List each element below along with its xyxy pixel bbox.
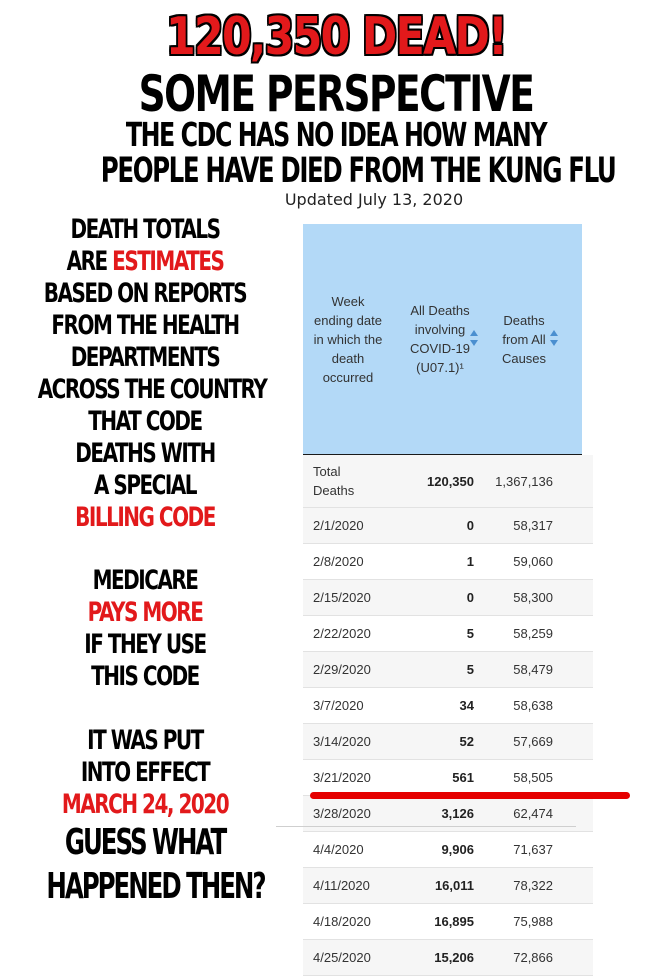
left-text-block-estimates <box>0 214 290 534</box>
row-covid: 52 <box>459 734 474 749</box>
left-line: THAT CODE <box>88 406 202 437</box>
left-line: DEPARTMENTS <box>70 342 220 373</box>
row-date: 2/8/2020 <box>313 554 364 569</box>
left-line: BASED ON REPORTS <box>43 278 247 309</box>
row-covid: 3,126 <box>441 806 474 821</box>
headline-death-count: 120,350 DEAD! <box>165 7 507 67</box>
left-line: THIS CODE <box>91 661 199 692</box>
row-covid: 1 <box>466 554 474 569</box>
left-line: IT WAS PUT <box>87 725 203 756</box>
row-covid: 5 <box>466 626 474 641</box>
row-date: 3/14/2020 <box>313 734 371 749</box>
left-text-block-effect <box>0 725 290 909</box>
red-underline-marker <box>310 792 630 799</box>
row-all: 58,479 <box>513 662 553 677</box>
row-all: 75,988 <box>513 914 553 929</box>
left-line-pays-more: PAYS MORE <box>87 597 203 628</box>
left-line: MEDICARE <box>92 565 198 596</box>
row-covid: 5 <box>466 662 474 677</box>
column-header-all-causes[interactable]: Deaths from All Causes <box>501 312 547 366</box>
table-body <box>303 455 593 976</box>
left-line: A SPECIAL <box>93 470 197 501</box>
table-row-total <box>303 455 593 508</box>
row-date: 4/4/2020 <box>313 842 364 857</box>
column-header-covid-deaths[interactable]: All Deaths involving COVID-19 (U07.1)¹ <box>410 303 470 375</box>
left-line: ACROSS THE COUNTRY <box>37 374 267 405</box>
row-covid: 15,206 <box>434 950 474 965</box>
left-line-guess: GUESS WHAT <box>64 822 226 863</box>
left-line-march-24: MARCH 24, 2020 <box>61 789 229 820</box>
row-covid: 34 <box>459 698 474 713</box>
table-row <box>303 508 593 544</box>
row-date: 2/29/2020 <box>313 662 371 677</box>
table-row <box>303 652 593 688</box>
row-covid: 9,906 <box>441 842 474 857</box>
row-date: 4/25/2020 <box>313 950 371 965</box>
row-all: 72,866 <box>513 950 553 965</box>
total-all-deaths: 1,367,136 <box>495 473 553 489</box>
row-date: 4/18/2020 <box>313 914 371 929</box>
row-covid: 16,011 <box>434 878 474 893</box>
table-row <box>303 688 593 724</box>
row-all: 58,317 <box>513 518 553 533</box>
left-line: IF THEY USE <box>84 629 206 660</box>
table-row <box>303 724 593 760</box>
total-label: Total Deaths <box>313 464 355 498</box>
row-all: 58,505 <box>513 770 553 785</box>
row-date: 3/7/2020 <box>313 698 364 713</box>
left-line: INTO EFFECT <box>80 757 210 788</box>
row-all: 62,474 <box>513 806 553 821</box>
table-row <box>303 832 593 868</box>
table-row <box>303 580 593 616</box>
left-line-billing-code: BILLING CODE <box>75 502 215 533</box>
sort-icon[interactable] <box>470 330 478 346</box>
row-date: 3/28/2020 <box>313 806 371 821</box>
row-all: 78,322 <box>513 878 553 893</box>
total-covid-deaths: 120,350 <box>427 473 474 489</box>
row-all: 57,669 <box>513 734 553 749</box>
updated-date: Updated July 13, 2020 <box>284 190 464 209</box>
table-row <box>303 868 593 904</box>
table-header <box>303 224 582 456</box>
left-line: ARE ESTIMATES <box>66 246 224 277</box>
row-date: 3/21/2020 <box>313 770 371 785</box>
row-date: 2/15/2020 <box>313 590 371 605</box>
headline-perspective: SOME PERSPECTIVE <box>138 65 534 123</box>
row-date: 4/11/2020 <box>313 878 370 893</box>
row-all: 59,060 <box>513 554 553 569</box>
row-covid: 561 <box>452 770 474 785</box>
column-header-week-ending[interactable]: Week ending date in which the death occurred <box>313 293 383 385</box>
table-row <box>303 940 593 976</box>
table-row <box>303 544 593 580</box>
row-all: 58,300 <box>513 590 553 605</box>
left-text-block-medicare <box>0 565 290 693</box>
left-line: DEATH TOTALS <box>70 214 220 245</box>
row-date: 2/1/2020 <box>313 518 364 533</box>
row-covid: 0 <box>466 590 474 605</box>
row-all: 58,259 <box>513 626 553 641</box>
row-covid: 16,895 <box>434 914 474 929</box>
headline-cdc: THE CDC HAS NO IDEA HOW MANY <box>125 115 547 154</box>
sort-icon[interactable] <box>550 330 558 346</box>
left-line: DEATHS WITH <box>75 438 215 469</box>
row-date: 2/22/2020 <box>313 626 371 641</box>
row-all: 58,638 <box>513 698 553 713</box>
table-row <box>303 760 593 796</box>
headline-kung-flu: PEOPLE HAVE DIED FROM THE KUNG FLU <box>100 151 616 191</box>
table-row <box>303 904 593 940</box>
left-line-happened: HAPPENED THEN? <box>46 866 265 907</box>
divider <box>276 826 576 827</box>
left-line: FROM THE HEALTH <box>51 310 239 341</box>
table-row <box>303 616 593 652</box>
row-covid: 0 <box>466 518 474 533</box>
row-all: 71,637 <box>513 842 553 857</box>
